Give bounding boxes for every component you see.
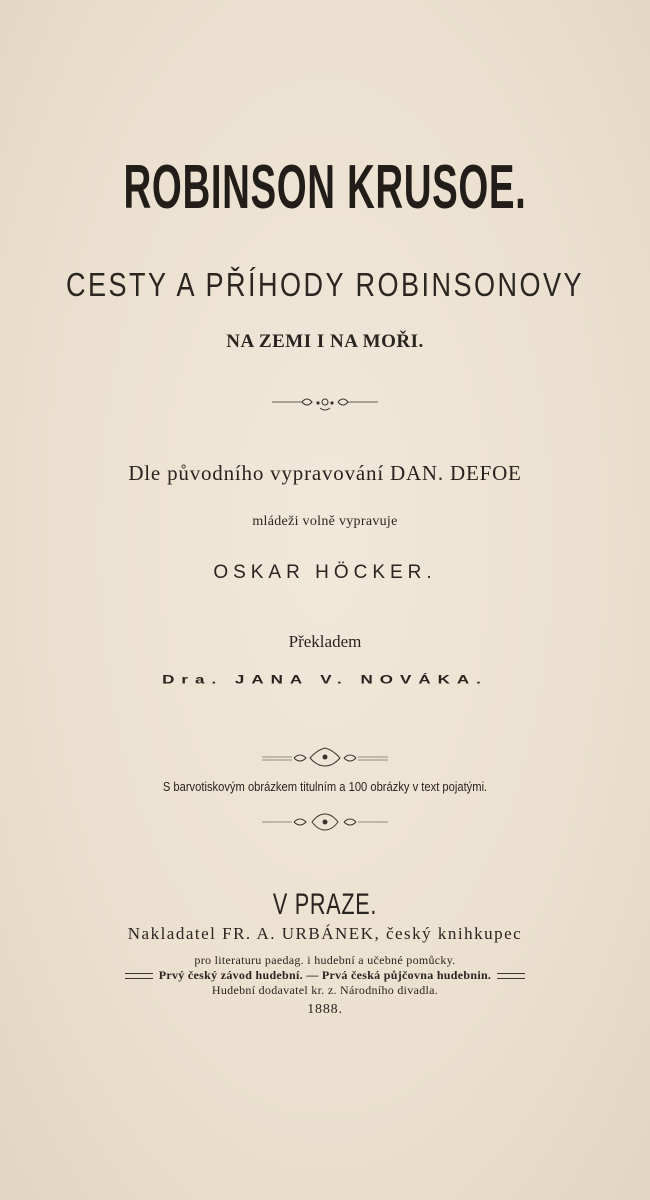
double-rule-right [497,973,525,979]
imprint-publisher-line3: Prvý český závod hudební. — Prvá česká půjčovna hudebnin. [158,968,492,982]
retold-by: mládeži volně vypravuje [252,514,398,529]
ornament-divider-1 [0,392,650,416]
imprint-publisher-line3-row [0,968,650,983]
illustrations-note: S barvotiskovým obrázkem titulním a 100 obrázky v text pojatými. [162,779,488,794]
imprint-city: V PRAZE. [272,888,378,921]
translation-label: Překladem [288,632,362,651]
double-rule-left [125,973,153,979]
book-subtitle-secondary: NA ZEMI I NA MOŘI. [226,331,424,352]
book-title: ROBINSON KRUSOE. [123,153,527,222]
imprint-year: 1888. [307,1002,343,1017]
attribution: Dle původního vypravování DAN. DEFOE [128,461,522,485]
ornament-divider-2 [0,744,650,768]
translator: Dra. JANA V. NOVÁKA. [162,673,488,687]
imprint-publisher-line4: Hudební dodavatel kr. z. Národního divadla. [211,983,439,997]
ornament-divider-3 [0,810,650,834]
imprint-publisher-line2: pro literaturu paedag. i hudební a učebné pomůcky. [194,953,456,967]
imprint-publisher: Nakladatel FR. A. URBÁNEK, český knihkupec [127,924,523,943]
author: OSKAR HÖCKER. [213,562,437,583]
book-subtitle: CESTY A PŘÍHODY ROBINSONOVY [65,266,585,303]
